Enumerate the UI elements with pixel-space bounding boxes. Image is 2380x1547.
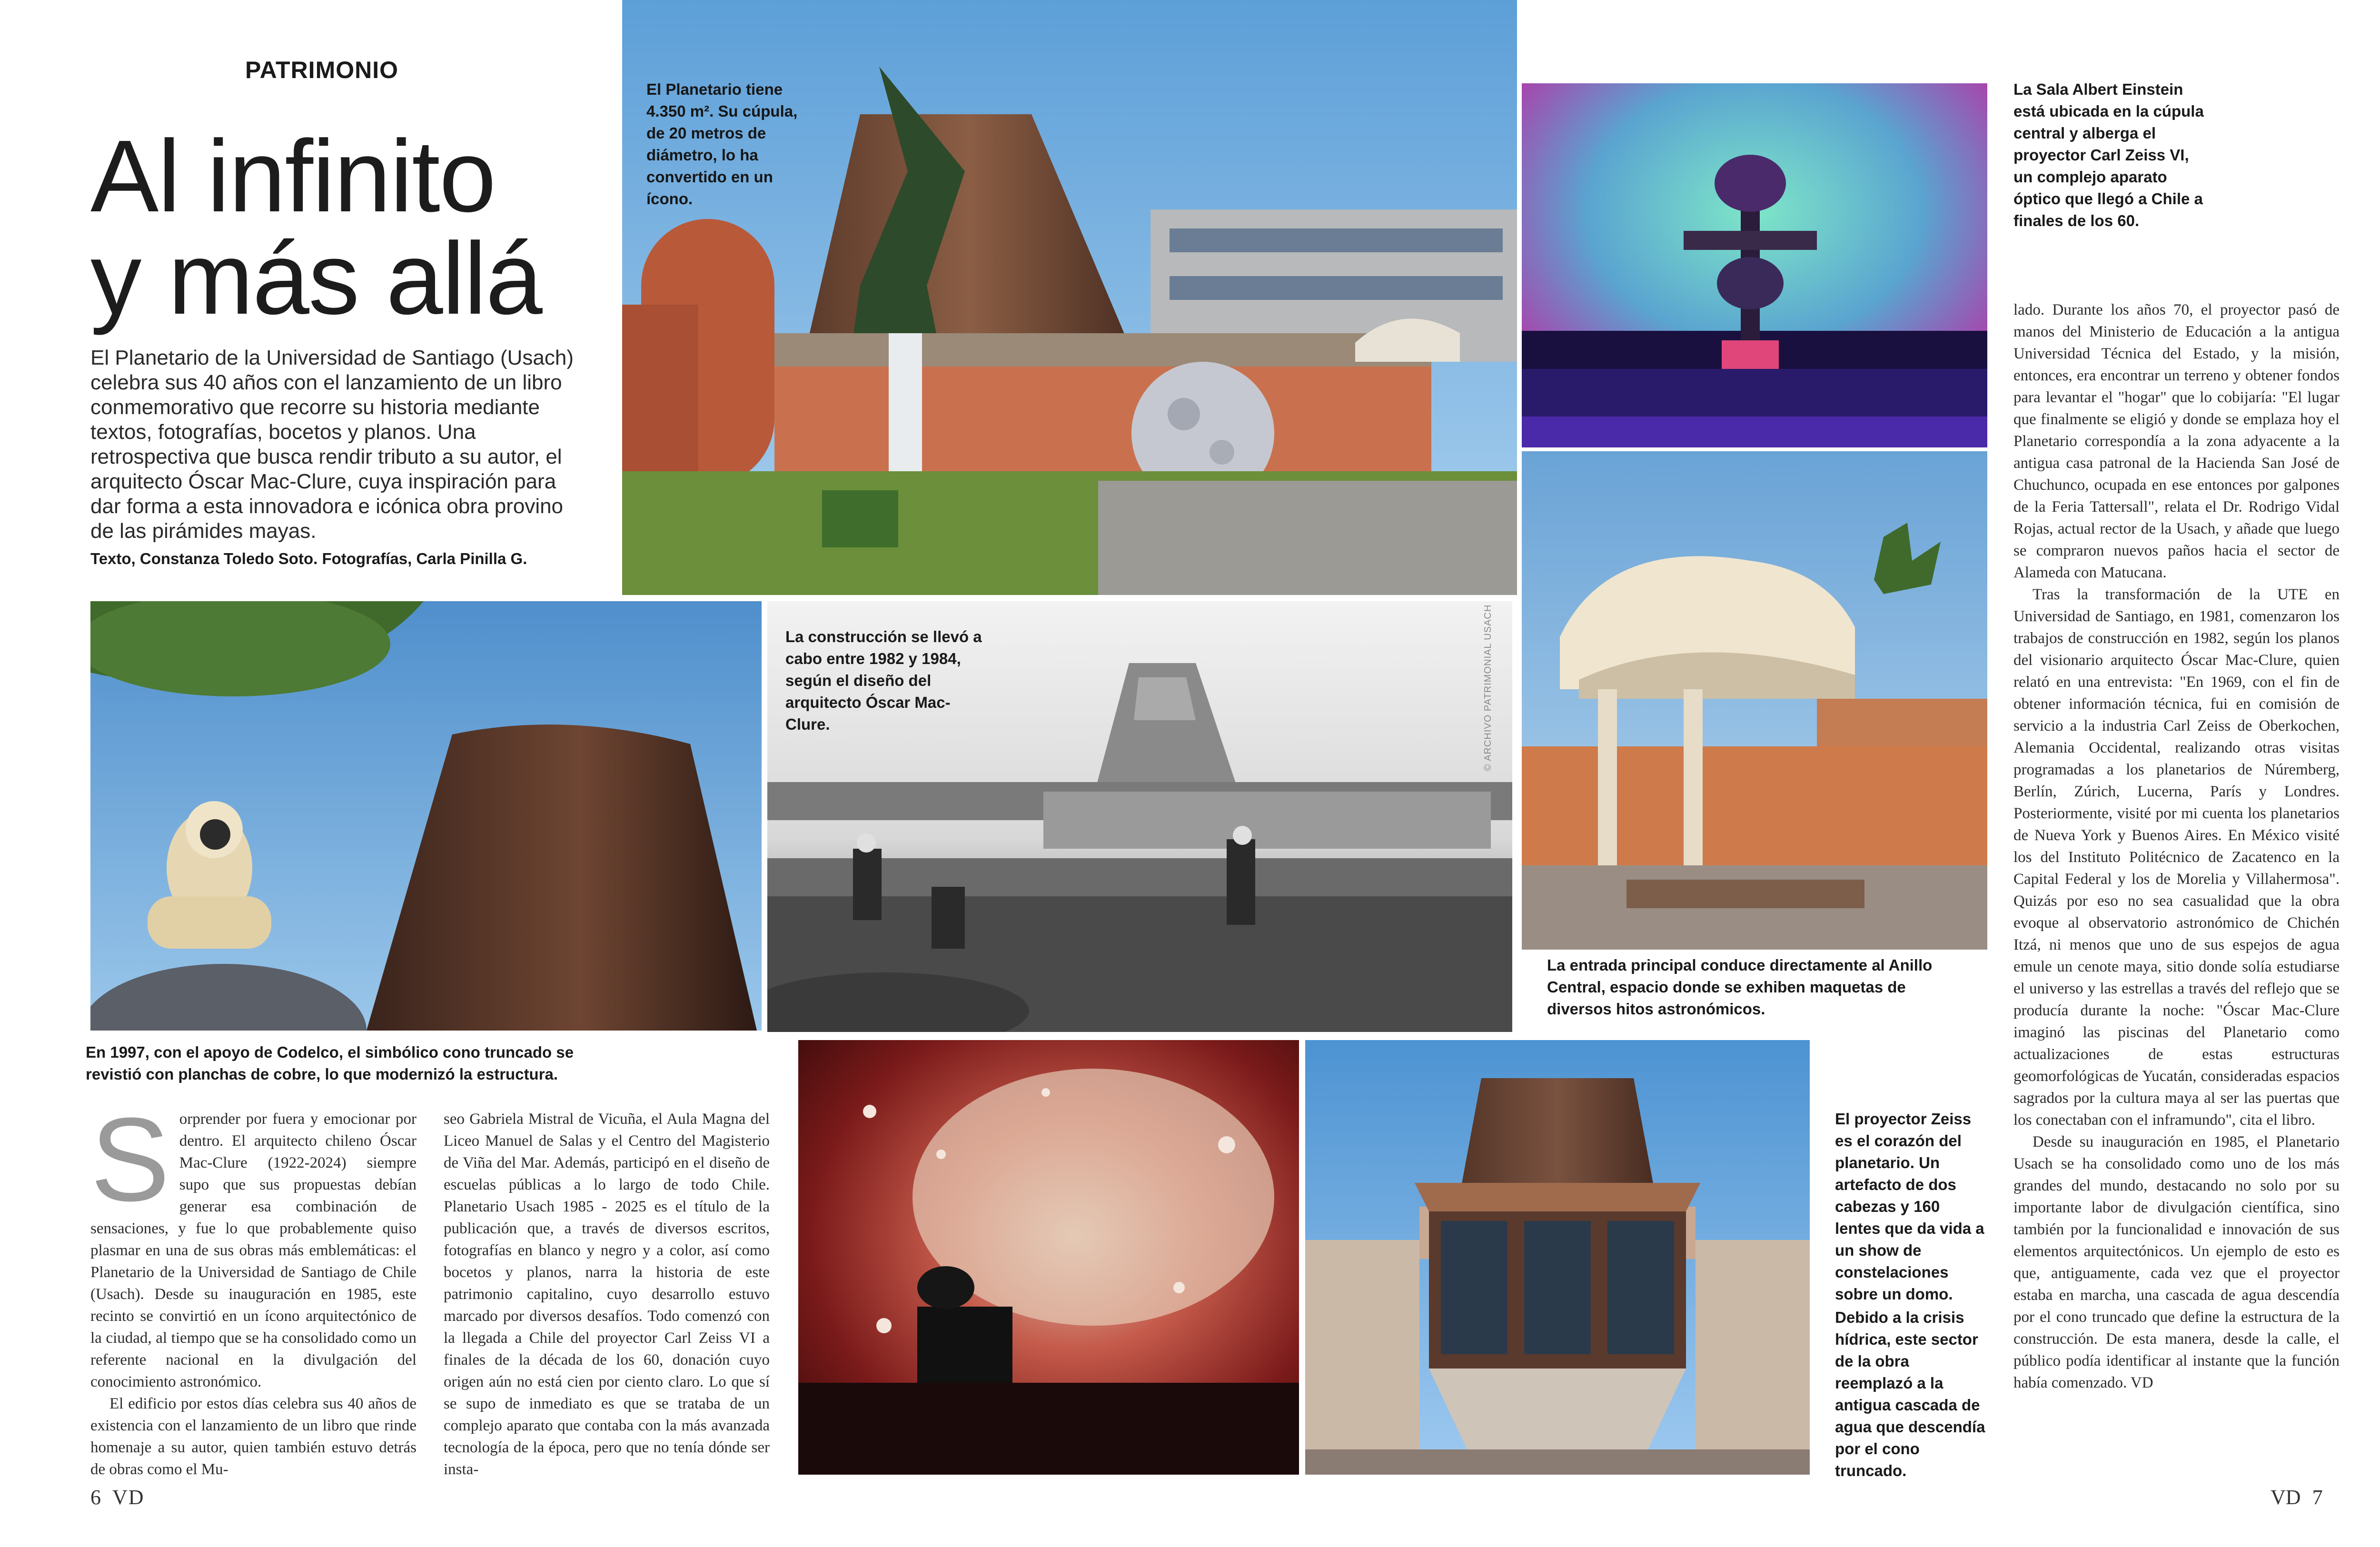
lede: El Planetario de la Universidad de Santiago (Usach) celebra sus 40 años con el lanzamiento de un libro conmemorativo que recorre su historia mediante textos, fotografías, bocetos y planos. Una retrospectiva que busca rendir tributo a su autor, el arquitecto Óscar Mac-Clure, cuya inspiración para dar forma a esta innovadora e icónica obra provino de las pirámides mayas. [90,346,574,543]
caption-codelco: En 1997, con el apoyo de Codelco, el simbólico cono truncado se revistió con planchas de cobre, lo que modernizó la estructura. [86,1043,574,1083]
photo-cono-codelco [90,601,762,1031]
caption-entrada: La entrada principal conduce directamente al Anillo Central, espacio donde se exhiben maquetas de diversos hitos astronómicos. [1547,956,1933,1018]
photo-proyector-zeiss [798,1040,1299,1475]
caption-sala-einstein: La Sala Albert Einstein está ubicada en la cúpula central y alberga el proyector Carl Zeiss VI, un complejo aparato óptico que llegó a Chile a finales de los 60. [2013,80,2204,229]
caption-zeiss-2: Debido a la crisis hídrica, este sector de la obra reemplazó a la antigua cascada de agua que descendía por el cono truncado. [1835,1309,1985,1479]
article-title-line-1: Al infinito [90,119,496,233]
body-column-2 [444,1108,770,1480]
article-title-line-2: y más allá [90,221,542,336]
body-col1-p1: orprender por fuera y emocionar por dentro. El arquitecto chileno Óscar Mac-Clure (1922-2024) siempre supo que sus propuestas debían generar esa combinación de sensaciones, y fue lo que probablemente quiso plasmar en una de sus obras más emblemáticas: el Planetario de la Universidad de Santiago de Chile (Usach). Desde su inauguración en 1985, este recinto se convirtió en un ícono arquitectónico de la ciudad, al tiempo que se ha consolidado como un referente nacional en la divulgación del conocimiento astronómico. [90,1111,416,1390]
caption-construccion: La construcción se llevó a cabo entre 1982 y 1984, según el diseño del arquitecto Óscar Mac-Clure. [785,628,982,733]
body-col1-p2: El edificio por estos días celebra sus 40 años de existencia con el lanzamiento de un libro que rinde homenaje a su autor, quien también estuvo detrás de obras como el Mu- [90,1395,416,1478]
page-number-right: 7 [2312,1486,2323,1509]
caption-zeiss-1: El proyector Zeiss es el corazón del planetario. Un artefacto de dos cabezas y 160 lentes que da vida a un show de constelaciones sobre un domo. [1835,1110,1984,1303]
credits: Texto, Constanza Toledo Soto. Fotografías, Carla Pinilla G. [90,550,527,567]
photo-sala-einstein [1522,83,1987,447]
body-col3-p1: lado. Durante los años 70, el proyector pasó de manos del Ministerio de Educación a la antigua Universidad Técnica del Estado, y la misión, entonces, era encontrar un terreno y obtener fondos para levantar el "hogar" que lo cobijaría: "El lugar que finalmente se eligió y donde se emplaza hoy el Planetario correspondía a la zona adyacente a la antigua casa patronal de la Hacienda San José de Chuchunco, ocupada en ese entonces por galpones de la Feria Tattersall", relata el Dr. Rodrigo Vidal Rojas, actual rector de la Usach, y añade que luego se compraron nuevos paños hacia el sector de Alameda con Matucana. [2013,301,2340,581]
page-number-left: 6 [90,1486,101,1509]
body-col3-p2: Tras la transformación de la UTE en Universidad de Santiago, en 1981, comenzaron los trabajos de construcción en 1982, según los planos del visionario arquitecto Óscar Mac-Clure, quien relató en una entrevista: "En 1969, con el fin de obtener información técnica, fui en comisión de servicio a la industria Carl Zeiss de Oberkochen, Alemania Occidental, realizando otras visitas programadas a los planetarios de Núremberg, Berlín, Zúrich, Lucerna, París y Londres. Posteriormente, visité por mi cuenta los planetarios de Nueva York y Buenos Aires. En México visité los del Instituto Politécnico de Zacatenco en la Capital Federal y los de Morelia y Villahermosa". Quizás por eso no sea casualidad que la obra evoque al observatorio astronómico de Chichén Itzá, ni menos que uno de sus espejos de agua emule un cenote maya, sitio donde solía estudiarse el universo y las estrellas a través del reflejo que se producía durante la noche: "Óscar Mac-Clure imaginó las piscinas del Planetario como actualizaciones de estas estructuras geomorfológicas de Yucatán, consideradas espacios sagrados por la cultura maya al ser las puertas que los conectaban con el inframundo", cita el libro. [2013,586,2340,1129]
caption-planetario-exterior: El Planetario tiene 4.350 m². Su cúpula, de 20 metros de diámetro, lo ha convertido en un ícono. [646,80,798,208]
folio-left [90,1485,145,1509]
photo-credit: © ARCHIVO PATRIMONIAL USACH [1483,604,1493,771]
body-col3-p3: Desde su inauguración en 1985, el Planetario Usach se ha consolidado como uno de los más grandes del mundo, destacando no solo por su importante labor de divulgación científica, sino también por la funcionalidad e innovación de sus elementos arquitectónicos. Un ejemplo de esto es que, antiguamente, cada vez que el proyector estaba en marcha, una cascada de agua descendía por el cono truncado que define la estructura de la construcción. De esta manera, desde la calle, el público podía identificar al instante que la función había comenzado. VD [2013,1133,2340,1391]
dropcap-s: S [90,1093,170,1226]
photo-cono-cristal [1305,1040,1810,1475]
folio-right [2271,1485,2323,1509]
photo-entrada [1522,451,1987,950]
section-label: PATRIMONIO [245,57,399,83]
magazine-mark-right: VD [2271,1486,2301,1509]
body-column-3 [2013,299,2340,1394]
body-column-1 [90,1093,416,1480]
body-col2-p1: seo Gabriela Mistral de Vicuña, el Aula Magna del Liceo Manuel de Salas y el Centro del Magisterio de Viña del Mar. Además, participó en el diseño de escuelas públicas a lo largo de todo Chile. Planetario Usach 1985 - 2025 es el título de la publicación que, a través de diversos escritos, fotografías en blanco y negro y a color, así como bocetos y planos, narra la historia de este patrimonio capitalino, cuyo desarrollo estuvo marcado por diversos desafíos. Todo comenzó con la llegada a Chile del proyector Carl Zeiss VI a finales de la década de los 60, donación cuyo origen aún no está cien por ciento claro. Lo que sí se supo de inmediato es que se trataba de un complejo aparato que contaba con la más avanzada tecnología de la época, pero que no tenía dónde ser insta- [444,1111,770,1478]
magazine-mark-left: VD [112,1486,145,1509]
